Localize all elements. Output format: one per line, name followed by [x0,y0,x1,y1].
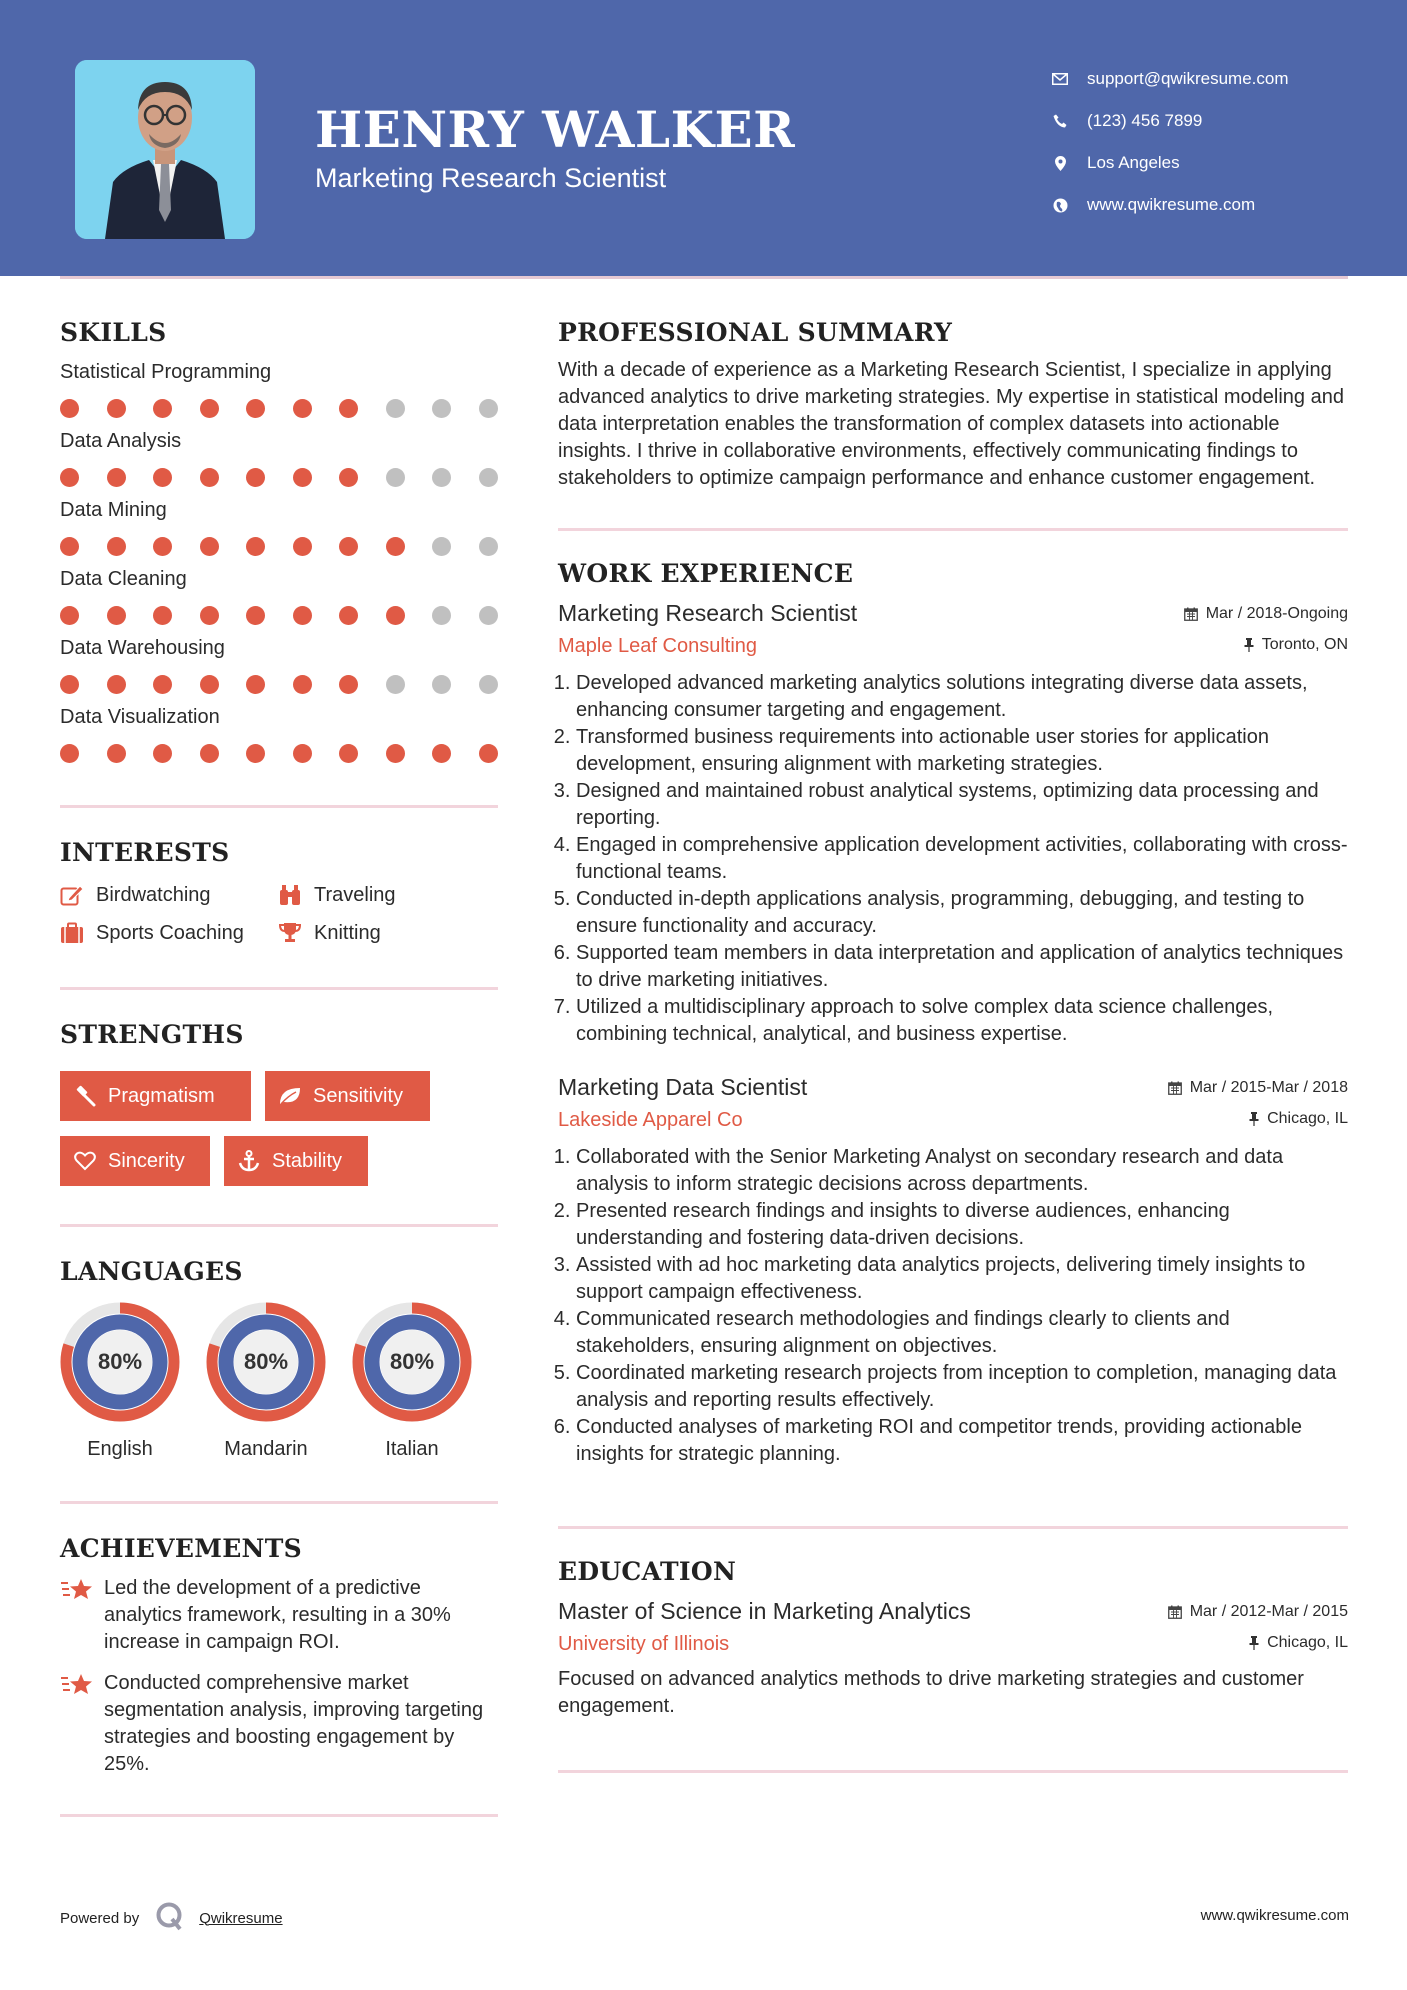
job-entry [558,600,1348,1048]
profile-photo [75,60,255,239]
rating-dot-empty [432,399,451,418]
degree-title: Master of Science in Marketing Analytics [558,1598,971,1624]
rating-dot-filled [339,744,358,763]
footer-website-link[interactable]: www.qwikresume.com [1200,1907,1349,1924]
bullet-item: 4. Communicated research methodologies and findings clearly to clients and stakeholders, ensuring alignment on objectives. [576,1306,1348,1360]
rating-dot-filled [153,399,172,418]
rating-dot-filled [153,606,172,625]
section-divider [60,805,498,808]
strength-tag [60,1136,210,1186]
interest-item [278,921,498,945]
achievement-item [60,1670,498,1778]
skill-name: Data Mining [60,499,167,521]
job-location: Chicago, IL [1249,1110,1348,1128]
skills-list [60,361,498,763]
qwikresume-logo-icon [155,1901,185,1935]
language-item [206,1302,326,1461]
job-location: Toronto, ON [1244,636,1348,654]
calendar-icon [1184,607,1198,621]
bullet-item: 6. Supported team members in data interpretation and application of analytics techniques to drive marketing initiatives. [576,940,1348,994]
binoculars-icon [278,883,304,907]
language-percent: 80% [243,1349,289,1374]
candidate-title: Marketing Research Scientist [315,163,667,193]
strengths-list [60,1071,498,1186]
language-donut-chart [352,1302,472,1422]
calendar-icon [1168,1605,1182,1619]
strengths-heading: STRENGTHS [60,1020,244,1049]
language-item [352,1302,472,1461]
rating-dot-empty [479,675,498,694]
experience-heading: WORK EXPERIENCE [558,559,854,588]
strength-label: Stability [272,1149,343,1172]
section-divider [60,1814,498,1817]
rating-dot-filled [293,537,312,556]
skill-rating [60,399,498,418]
job-bullets [558,1144,1348,1468]
heart-icon [72,1149,98,1173]
education-dates: Mar / 2012-Mar / 2015 [1168,1603,1348,1621]
interests-section [60,838,498,945]
language-donut-chart [206,1302,326,1422]
bullet-item: 3. Assisted with ad hoc marketing data analytics projects, delivering timely insights to support campaign effectiveness. [576,1252,1348,1306]
trophy-icon [278,921,304,945]
rating-dot-filled [200,606,219,625]
rating-dot-filled [107,537,126,556]
powered-by-label: Powered by [60,1909,140,1927]
rating-dot-filled [107,744,126,763]
contact-location-text: Los Angeles [1087,153,1180,172]
interest-label: Traveling [314,883,396,906]
contact-location [1050,142,1289,184]
rating-dot-filled [293,606,312,625]
left-column [60,318,498,1817]
interest-label: Sports Coaching [96,921,244,944]
language-name: English [87,1438,153,1460]
language-item [60,1302,180,1461]
anchor-icon [236,1149,262,1173]
summary-text: With a decade of experience as a Marketing Research Scientist, I specialize in applying advanced analytics to drive marketing strategies. My expertise in statistical modeling and data interpretation enables the transformation of complex datasets into actionable insights. I thrive in collaborative environments, effectively communicating findings to stakeholders to optimize campaign performance and enhance customer engagement. [558,359,1344,489]
rating-dot-filled [339,537,358,556]
job-entry [558,1074,1348,1468]
rating-dot-filled [386,606,405,625]
job-bullets [558,670,1348,1048]
education-entry [558,1598,1348,1720]
qwikresume-link[interactable]: Qwikresume [199,1909,283,1927]
rating-dot-filled [60,537,79,556]
interest-label: Birdwatching [96,883,211,906]
education-section [558,1557,1348,1720]
rating-dot-filled [246,606,265,625]
rating-dot-empty [386,468,405,487]
rating-dot-filled [339,399,358,418]
pushpin-icon [1249,1636,1259,1650]
skill-rating [60,744,498,763]
interest-item [60,883,278,907]
map-pin-icon [1050,153,1070,173]
briefcase-icon [60,921,86,945]
rating-dot-filled [60,468,79,487]
achievement-item [60,1575,498,1656]
rating-dot-filled [386,744,405,763]
bullet-item: 1. Collaborated with the Senior Marketing Analyst on secondary research and data analysis to inform strategic decisions across departments. [576,1144,1348,1198]
strength-label: Sincerity [108,1149,185,1172]
right-column [558,318,1348,1773]
strengths-section [60,1020,498,1186]
experience-section [558,559,1348,1468]
rating-dot-filled [200,744,219,763]
section-divider [558,528,1348,531]
achievement-text: Led the development of a predictive analytics framework, resulting in a 30% increase in campaign ROI. [104,1577,451,1653]
shooting-star-icon [60,1575,94,1656]
languages-list [60,1302,498,1461]
skill-name: Data Warehousing [60,637,225,659]
pushpin-icon [1249,1112,1259,1126]
rating-dot-filled [153,468,172,487]
language-donut-chart [60,1302,180,1422]
achievement-text: Conducted comprehensive market segmentation analysis, improving targeting strategies and boosting engagement by 25%. [104,1672,484,1775]
rating-dot-empty [479,606,498,625]
rating-dot-empty [432,675,451,694]
language-percent: 80% [389,1349,435,1374]
company-name: Lakeside Apparel Co [558,1109,743,1131]
interest-item [278,883,498,907]
job-title: Marketing Data Scientist [558,1074,808,1100]
rating-dot-empty [432,606,451,625]
rating-dot-filled [293,468,312,487]
skill-rating [60,606,498,625]
rating-dot-filled [107,399,126,418]
section-divider [60,1224,498,1227]
language-name: Italian [385,1438,439,1460]
contact-email-text: support@qwikresume.com [1087,69,1289,88]
language-name: Mandarin [224,1438,308,1460]
contact-phone-text: (123) 456 7899 [1087,111,1203,130]
rating-dot-filled [60,675,79,694]
bullet-item: 5. Conducted in-depth applications analysis, programming, debugging, and testing to ensure functionality and accuracy. [576,886,1348,940]
strength-tag [265,1071,430,1121]
achievements-section [60,1534,498,1778]
calendar-icon [1168,1081,1182,1095]
bullet-item: 5. Coordinated marketing research projects from inception to completion, managing data analysis and reporting results effectively. [576,1360,1348,1414]
rating-dot-filled [293,675,312,694]
header-divider [60,276,1348,279]
skill-name: Statistical Programming [60,361,272,383]
rating-dot-filled [107,675,126,694]
summary-section [558,318,1348,492]
bullet-item: 7. Utilized a multidisciplinary approach to solve complex data science challenges, combining technical, analytical, and business expertise. [576,994,1348,1048]
rating-dot-filled [200,399,219,418]
education-location: Chicago, IL [1249,1634,1348,1652]
rating-dot-filled [246,675,265,694]
rating-dot-filled [153,744,172,763]
contact-phone[interactable] [1050,100,1289,142]
rating-dot-filled [339,675,358,694]
rating-dot-filled [293,399,312,418]
rating-dot-empty [479,468,498,487]
resume-header [0,0,1407,276]
globe-icon [1050,195,1070,215]
skill-rating [60,675,498,694]
rating-dot-filled [246,399,265,418]
company-name: Maple Leaf Consulting [558,635,758,657]
rating-dot-filled [107,468,126,487]
rating-dot-empty [479,537,498,556]
rating-dot-empty [386,675,405,694]
phone-icon [1050,111,1070,131]
bullet-item: 4. Engaged in comprehensive application development activities, collaborating with cross-functional teams. [576,832,1348,886]
education-heading: EDUCATION [558,1557,737,1586]
skills-heading: SKILLS [60,318,167,347]
edit-icon [60,883,86,907]
interest-item [60,921,278,945]
bullet-item: 6. Conducted analyses of marketing ROI and competitor trends, providing actionable insights for strategic planning. [576,1414,1348,1468]
contact-website-text: www.qwikresume.com [1087,195,1256,214]
rating-dot-filled [153,537,172,556]
rating-dot-filled [293,744,312,763]
rating-dot-filled [200,537,219,556]
skill-rating [60,468,498,487]
rating-dot-filled [60,606,79,625]
strength-label: Sensitivity [313,1084,404,1107]
rating-dot-filled [432,744,451,763]
language-percent: 80% [97,1349,143,1374]
bullet-item: 2. Transformed business requirements into actionable user stories for application development, ensuring alignment with marketing strategies. [576,724,1348,778]
footer-powered-by [60,1901,283,1935]
school-name: University of Illinois [558,1633,730,1655]
section-divider [60,987,498,990]
rating-dot-filled [200,675,219,694]
contact-email[interactable] [1050,58,1289,100]
strength-tag [60,1071,251,1121]
rating-dot-filled [339,606,358,625]
languages-heading: LANGUAGES [60,1257,243,1286]
bullet-item: 1. Developed advanced marketing analytics solutions integrating diverse data assets, enhancing consumer targeting and engagement. [576,670,1348,724]
bullet-item: 2. Presented research findings and insights to diverse audiences, enhancing understanding and fostering data-driven decisions. [576,1198,1348,1252]
pushpin-icon [1244,638,1254,652]
strength-tag [224,1136,368,1186]
rating-dot-filled [246,468,265,487]
rating-dot-filled [153,675,172,694]
job-dates: Mar / 2018-Ongoing [1184,605,1348,623]
skills-section [60,318,498,763]
summary-heading: PROFESSIONAL SUMMARY [558,318,953,347]
languages-section [60,1257,498,1461]
bullet-item: 3. Designed and maintained robust analytical systems, optimizing data processing and reporting. [576,778,1348,832]
rating-dot-filled [60,744,79,763]
achievements-heading: ACHIEVEMENTS [60,1534,302,1563]
section-divider [60,1501,498,1504]
envelope-icon [1050,69,1070,89]
candidate-name: HENRY WALKER [315,100,796,159]
contact-website[interactable] [1050,184,1289,226]
skill-name: Data Cleaning [60,568,187,590]
section-divider [558,1526,1348,1529]
gavel-icon [72,1084,98,1108]
job-dates: Mar / 2015-Mar / 2018 [1168,1079,1348,1097]
interests-heading: INTERESTS [60,838,230,867]
interest-label: Knitting [314,921,381,944]
rating-dot-empty [386,399,405,418]
rating-dot-filled [107,606,126,625]
rating-dot-filled [60,399,79,418]
rating-dot-filled [246,744,265,763]
skill-rating [60,537,498,556]
rating-dot-filled [479,744,498,763]
rating-dot-empty [432,537,451,556]
strength-label: Pragmatism [108,1084,215,1107]
rating-dot-filled [246,537,265,556]
rating-dot-filled [200,468,219,487]
rating-dot-filled [386,537,405,556]
interests-list [60,883,498,945]
rating-dot-filled [339,468,358,487]
section-divider [558,1770,1348,1773]
skill-name: Data Analysis [60,430,182,452]
education-description: Focused on advanced analytics methods to drive marketing strategies and customer engagement. [558,1668,1304,1717]
contact-list [1050,58,1289,226]
skill-name: Data Visualization [60,706,220,728]
rating-dot-empty [432,468,451,487]
rating-dot-empty [479,399,498,418]
leaf-icon [277,1084,303,1108]
shooting-star-icon [60,1670,94,1778]
job-title: Marketing Research Scientist [558,600,858,626]
